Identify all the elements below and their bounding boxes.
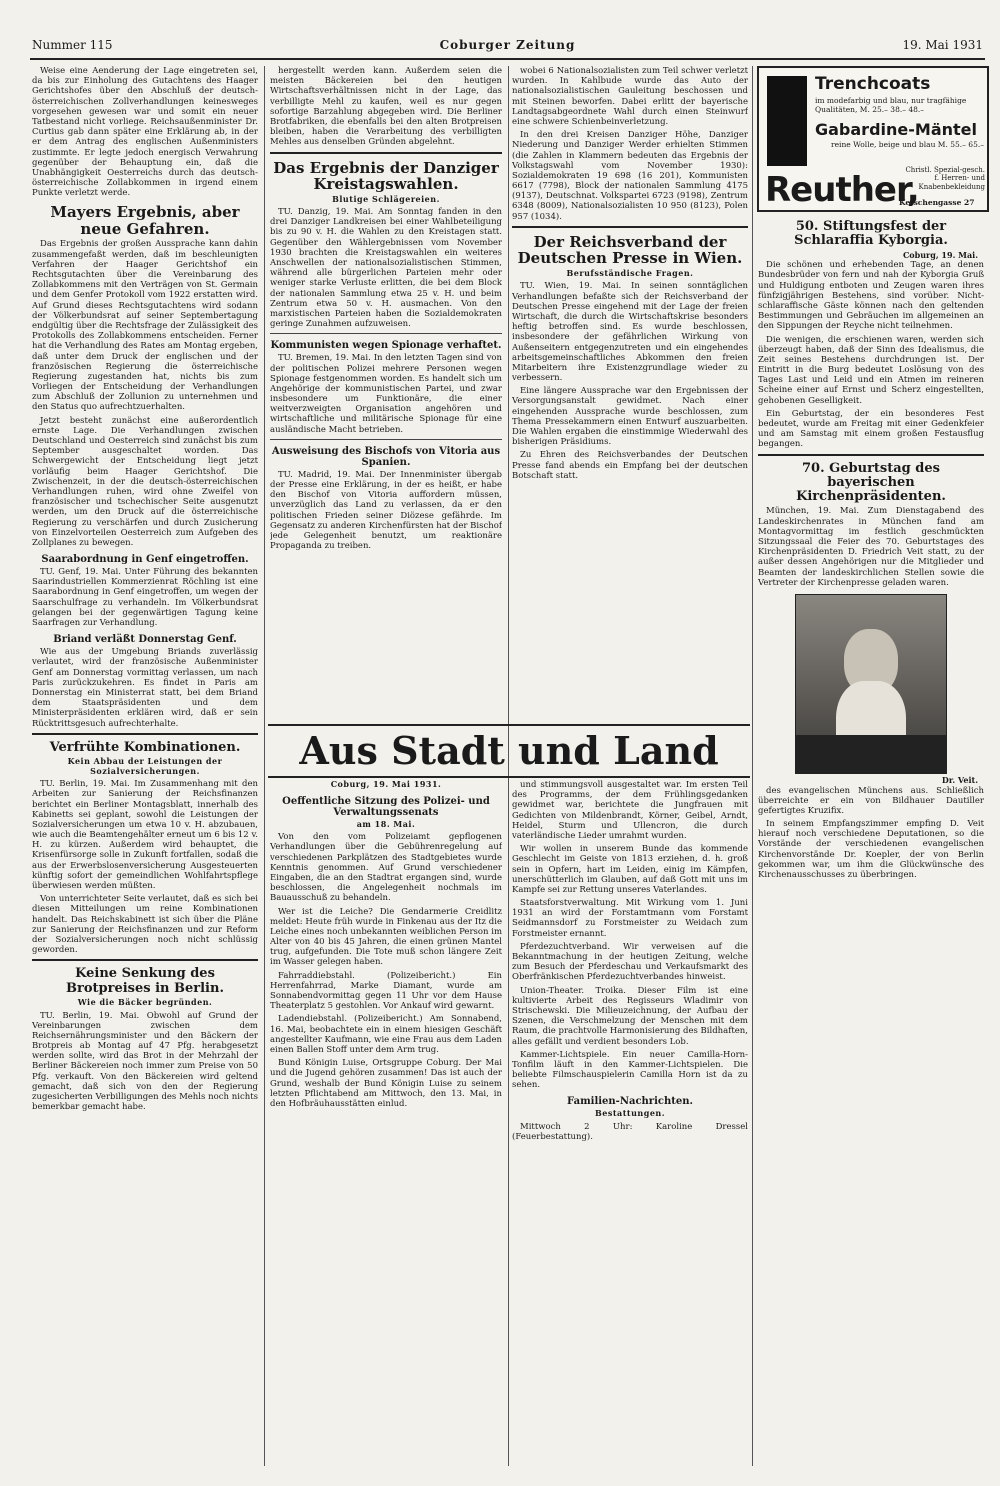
article-text: des evangelischen Münchens aus. Schließlich überreichte er ein von Bildhauer Dautiller gefertigtes Kruzifix.: [758, 785, 984, 816]
ad-trenchcoats: Trenchcoats: [815, 74, 931, 94]
section-banner: Aus Stadt und Land: [268, 724, 750, 778]
article-text: Eine längere Aussprache war den Ergebnissen der Versorgungsanstalt gewidmet. Nach einer eingehenden Aussprache wurde beschlossen, zum Thema Pressekammern einen Entwurf auszuarbeiten. Die Wahlen ergaben die einstimmige Wiederwahl des bisherigen Präsidiums.: [512, 386, 748, 448]
headline-brotpreis: Keine Senkung des Brotpreises in Berlin.: [66, 966, 224, 996]
column-rule: [752, 66, 753, 1466]
subheadline: Wie die Bäcker begründen.: [77, 996, 213, 1007]
headline-presse: Der Reichsverband der Deutschen Presse in Wien.: [517, 232, 743, 268]
article-text: TU. Bremen, 19. Mai. In den letzten Tagen sind von der politischen Polizei mehrere Personen wegen Spionage festgenommen worden. Es handelt sich um Angehörige der kommunistischen Partei, und zwar insbesondere um Funktionäre, die einer weitverzweigten Organisation angehören und wirtschaftliche und militärische Spionage für eine ausländische Macht betrieben.: [270, 353, 502, 435]
issue-number: Nummer 115: [32, 38, 113, 52]
article-text: Bund Königin Luise, Ortsgruppe Coburg. Der Mai und die Jugend gehören zusammen! Das ist auch der Grund, weshalb der Bund Königin Luise zu seinem letzten Pflichtabend am Mittwoch, den 13. Mai, in den Hofbräuhausstätten einlud.: [270, 1058, 502, 1109]
reuther-logo-icon: [767, 76, 807, 166]
article-text: Staatsforstverwaltung. Mit Wirkung vom 1. Juni 1931 an wird der Forstamtmann vom Forstamt Seidmannsdorf zu Forstmeister zu Weidach zum Forstmeister ernannt.: [512, 898, 748, 939]
portrait-photo: [795, 594, 947, 774]
article-text: und stimmungsvoll ausgestaltet war. Im ersten Teil des Programms, der dem Frühlingsgedanken gewidmet war, berichtete die Jungfrauen mit Gedichten von Mildenbrandt, Körner, Geibel, Arndt, Heidel, Sturm und Ullencron, die durch vaterländische Lieder umrahmt wurden.: [512, 780, 748, 841]
article-text: Weise eine Aenderung der Lage eingetreten sei, da bis zur Einholung des Gutachtens des Haager Gerichtshofes über den Abschluß der deutsch-österreichischen Zollverhandlungen keinesweges vorgesehen gewesen war und somit ein neuer Tatbestand nicht vorliege. Reichsaußenminister Dr. Curtius gab dann später eine Erklärung ab, in der er dem Antrag des englischen Außenministers zustimmte. Er legte jedoch energisch Verwahrung gegenüber der Behauptung ein, daß die Unabhängigkeit Oesterreichs durch das deutsch-österreichische Zollabkommen in irgend einem Punkte verletzt werde.: [32, 66, 258, 199]
article-text: Fahrraddiebstahl. (Polizeibericht.) Ein Herrenfahrrad, Marke Diamant, wurde am Sonnabendvormittag gegen 11 Uhr vor dem Hause Theaterplatz 5 gestohlen. Vor Ankauf wird gewarnt.: [270, 970, 502, 1012]
article-text: Wer ist die Leiche? Die Gendarmerie Creidlitz meldet: Heute früh wurde in Finkenau aus der Itz die Leiche eines noch unbekannten weiblichen Person im Alter von 40 bis 45 Jahren, die einen grünen Mantel trug, aufgefunden. Die Tote muß schon längere Zeit im Wasser gelegen haben.: [270, 906, 502, 968]
column-2-upper: [270, 66, 502, 716]
ad-gabardine-detail: reine Wolle, beige und blau M. 55.– 65.–: [831, 140, 984, 149]
article-text: Ladendiebstahl. (Polizeibericht.) Am Sonnabend, 16. Mai, beobachtete ein in einem hiesigen Geschäft angestellter Kaufmann, wie eine Frau aus dem Laden einen Ballen Stoff unter dem Arm trug.: [270, 1014, 502, 1055]
dateline: Coburg, 19. Mai 1931.: [330, 780, 442, 789]
headline-mayers: Mayers Ergebnis, aber neue Gefahren.: [50, 203, 240, 238]
headline-kirchenpraesident: 70. Geburtstag des bayerischen Kirchenpräsidenten.: [796, 460, 946, 505]
article-text: Jetzt besteht zunächst eine außerordentlich ernste Lage. Die Verhandlungen zwischen Deutschland und Oesterreich sind zunächst bis zum September ausgeschaltet worden. Das Schwergewicht der Entscheidung liegt jetzt vorläufig beim Haager Gerichtshof. Die Zwischenzeit, in der die deutsch-österreichischen Verhandlungen ruhen, wird ohne Zweifel von französischer und tschechischer Seite ausgenutzt werden, um den Druck auf die österreichische Regierung zu verschärfen und durch Zusicherung von Einzelvorteilen Oesterreich zum Aufgeben des Zollplanes zu bewegen.: [32, 415, 258, 548]
divider: [270, 152, 502, 154]
headline-danzig: Das Ergebnis der Danziger Kreistagswahlen.: [273, 158, 499, 193]
column-3-lower: [512, 780, 748, 1470]
article-text: Pferdezuchtverband. Wir verweisen auf die Bekanntmachung in der heutigen Zeitung, welche zum Besuch der Pferdeschau und Verkaufsmarkt des Oberfränkischen Pferdezuchtverbandes hinweist.: [512, 941, 748, 983]
article-text: TU. Wien, 19. Mai. In seinen sonntäglichen Verhandlungen befaßte sich der Reichsverband der Deutschen Presse eingehend mit der Lage der freien Wirtschaft, die durch die Wirtschaftskrise besonders heftig betroffen sind. Es wurde beschlossen, insbesondere der gefährlichen Wirkung von Außenseitern entgegenzutreten und ein eingehendes arbeitsgemeinschaftliches Abkommen den freien Mitarbeitern ihre Existenzgrundlage wieder zu verbessern.: [512, 281, 748, 384]
headline-schlaraffia: 50. Stiftungsfest der Schlaraffia Kyborgia.: [794, 219, 948, 249]
column-1: [32, 66, 258, 1466]
subheadline: Berufsständische Fragen.: [566, 267, 694, 278]
headline-briand: Briand verläßt Donnerstag Genf.: [53, 634, 237, 646]
subheadline: am 18. Mai.: [356, 818, 416, 829]
masthead: [30, 36, 985, 60]
reuther-advertisement: [757, 66, 989, 212]
photo-caption: Dr. Veit.: [941, 774, 978, 785]
ad-description: Christl. Spezial-gesch. f. Herren- und Knabenbekleidung: [905, 166, 985, 191]
article-text: In den drei Kreisen Danziger Höhe, Danziger Niederung und Danziger Werder erhielten Stimmen (die Zahlen in Klammern bedeuten das Ergebnis der Volkstagswahl vom November 1930): Sozialdemokraten 19 698 (16 201), Kommunisten 6617 (7798), Block der nationalen Sammlung 4175 (9137), Deutschnat. Volkspartei 6723 (9198), Zentrum 6348 (8009), Nationalsozialisten 10 950 (8123), Polen 957 (1034).: [512, 130, 748, 222]
article-text: Kammer-Lichtspiele. Ein neuer Camilla-Horn-Tonfilm läuft in den Kammer-Lichtspielen. Die beliebte Filmschauspielerin Camilla Horn ist da zu sehen.: [512, 1049, 748, 1091]
subheadline: Blutige Schlägereien.: [332, 193, 440, 204]
newspaper-title: Coburger Zeitung: [439, 38, 576, 52]
ad-address: Ketschengasse 27: [899, 198, 975, 207]
column-2-lower: [270, 780, 502, 1470]
article-text: Wir wollen in unserem Bunde das kommende Geschlecht im Geiste von 1813 erziehen, d. h. groß sein in Opfern, hart im Leiden, einig im Kämpfen, unerschütterlich im Glauben, auf daß Gott mit uns im Kampfe sei zur Rettung unseres Vaterlandes.: [512, 844, 748, 895]
article-text: München, 19. Mai. Zum Dienstagabend des Landeskirchenrates in München fand am Montagvormittag im festlich geschmückten Sitzungssaal die Feier des 70. Geburtstages des Kirchenpräsidenten D. Friedrich Veit statt, zu der außer dessen Angehörigen nur die Mitglieder und Beamten der landeskirchlichen Stellen sowie die Vertreter der Kirchenpresse geladen waren.: [758, 506, 984, 588]
article-text: hergestellt werden kann. Außerdem seien die meisten Bäckereien bei den heutigen Wirtschaftsverhältnissen nicht in der Lage, das verbilligte Mehl zu kaufen, weil es nur gegen sofortige Barzahlung abgegeben wird. Die Berliner Brotfabriken, die ebenfalls bei den alten Brotpreisen bleiben, haben die Verarbeitung des verbilligten Mehles aus denselben Gründen abgelehnt.: [270, 66, 502, 148]
divider: [270, 333, 502, 334]
article-text: TU. Berlin, 19. Mai. Obwohl auf Grund der Vereinbarungen zwischen dem Reichsernährungsminister und den Bäckern der Brotpreis ab Montag auf 47 Pfg. herabgesetzt werden sollte, wird das Brot in der Mehrzahl der Berliner Bäckereien noch immer zum Preise von 50 Pfg. verkauft. Von den Bäckereien wird geltend gemacht, daß sich von den der Regierung zugesicherten Verbilligungen des Mehls noch nichts bemerkbar gemacht habe.: [32, 1010, 258, 1113]
coat-shape: [796, 735, 946, 774]
article-text: TU. Madrid, 19. Mai. Der Innenminister übergab der Presse eine Erklärung, in der es heißt, er habe den Bischof von Vitoria auffordern müssen, unverzüglich das Land zu verlassen, da er den politischen Frieden seiner Diözese gefährde. Im Gegensatz zu anderen Kirchenfürsten hat der Bischof jede Gelegenheit benutzt, um reaktionäre Propaganda zu treiben.: [270, 469, 502, 552]
subheadline: Bestattungen.: [594, 1108, 666, 1119]
divider: [32, 733, 258, 735]
divider: [512, 226, 748, 228]
article-text: Union-Theater. Troika. Dieser Film ist eine kultivierte Arbeit des Regisseurs Wladimir von Strischewski. Die Milieuzeichnung, der Aufbau der Szenen, die Verschmelzung der Menschen mit dem Raum, die prachtvolle Harmonisierung des Bildhaften, alles gefällt und verdient besonders Lob.: [512, 985, 748, 1047]
headline-polizeisenat: Oeffentliche Sitzung des Polizei- und Verwaltungssenats: [282, 795, 490, 818]
article-text: Mittwoch 2 Uhr: Karoline Dressel (Feuerbestattung).: [512, 1122, 748, 1143]
article-text: Ein Geburtstag, der ein besonderes Fest bedeutet, wurde am Freitag mit einer Gedenkfeier und am Samstag mit einem großen Festausflug begangen.: [758, 408, 984, 450]
divider: [758, 454, 984, 456]
article-text: TU. Danzig, 19. Mai. Am Sonntag fanden in den drei Danziger Landkreisen bei einer Wahlbeteiligung bis zu 90 v. H. die Wahlen zu den Kreistagen statt. Gegenüber den Wählergebnissen vom November 1930 brachten die Kreistagswahlen ein weiteres Anschwellen der nationalsozialistischen Stimmen, während alle bürgerlichen Parteien mehr oder weniger starke Verluste erlitten, die bei dem Block der nationalen Sammlung etwa 25 v. H. und beim Zentrum etwa 50 v. H. ausmachen. Von den marxistischen Parteien haben die Sozialdemokraten geringe Zunahmen aufzuweisen.: [270, 207, 502, 330]
article-text: In seinem Empfangszimmer empfing D. Veit hierauf noch verschiedene Deputationen, so die Vorstände der verschiedenen evangelischen Kirchenvorstände Dr. Koepler, der von Berlin gekommen war, um ihm die Glückwünsche des Kirchenausschusses zu überbringen.: [758, 819, 984, 881]
article-text: TU. Berlin, 19. Mai. Im Zusammenhang mit den Arbeiten zur Sanierung der Reichsfinanzen berichtet ein Berliner Montagsblatt, innerhalb des Kabinetts sei geplant, sowohl die Leistungen der Sozialversicherungen um etwa 10 v. H. abzubauen, wie auch die Beamtengehälter erneut um 6 bis 12 v. H. zu kürzen. Außerdem wird behauptet, die Krisenfürsorge solle in Zukunft fortfallen, sodaß die aus der Erwerbslosenversicherung Ausgesteuerten künftig sofort der gemeindlichen Wohlfahrtspflege überwiesen werden müßten.: [32, 779, 258, 892]
column-3-upper: [512, 66, 748, 716]
headline-familien: Familien-Nachrichten.: [567, 1096, 693, 1108]
article-text: Zu Ehren des Reichsverbandes der Deutschen Presse fand abends ein Empfang bei der deutschen Botschaft statt.: [512, 450, 748, 481]
article-text: Wie aus der Umgebung Briands zuverlässig verlautet, wird der französische Außenminister Genf am Donnerstag vormittag verlassen, um nach Paris zurückzukehren. Es findet in Paris am Donnerstag ein Ministerrat statt, bei dem Briand dem Staatspräsidenten und dem Ministerpräsidenten erklären wird, daß er sein Rücktrittsgesuch aufrechterhalte.: [32, 647, 258, 729]
article-text: wobei 6 Nationalsozialisten zum Teil schwer verletzt wurden. In Kahlbude wurde das Auto der nationalsozialistischen Gauleitung beschossen und mit Steinen beworfen. Dabei erlitt der bayerische Landtagsabgeordnete Wahl durch einen Steinwurf eine schwere Schienbeinverletzung.: [512, 66, 748, 127]
article-text: Die schönen und erhebenden Tage, an denen Bundesbrüder von fern und nah der Kyborgia Gruß und Huldigung entboten und Zeugen waren ihres fünfzigjährigen Bestehens, sind vorüber. Nicht-schlaraffische Gäste können nach den geltenden Bestimmungen und Gebräuchen im allgemeinen an den Sippungen der Reyche nicht teilnehmen.: [758, 260, 984, 332]
headline-spionage: Kommunisten wegen Spionage verhaftet.: [270, 340, 502, 352]
column-rule: [264, 66, 265, 1466]
subheadline: Kein Abbau der Leistungen der Sozialversicherungen.: [67, 755, 223, 776]
issue-date: 19. Mai 1931: [902, 38, 983, 52]
headline-kombinationen: Verfrühte Kombinationen.: [49, 739, 241, 755]
article-text: TU. Genf, 19. Mai. Unter Führung des bekannten Saarindustriellen Kommerzienrat Röchling ist eine Saarabordnung in Genf eingetroffen, um wegen der Saarschulfrage zu verhandeln. Im Völkerbundsrat gelangen bei der gegenwärtigen Tagung keine Saarfragen zur Verhandlung.: [32, 567, 258, 628]
ad-brand: Reuther,: [765, 170, 919, 210]
article-text: Von unterrichteter Seite verlautet, daß es sich bei diesen Mitteilungen um reine Kombinationen handelt. Das Reichskabinett ist sich über die Pläne zur Sanierung der Reichsfinanzen und zur Reform der Sozialversicherungen noch nicht schlüssig geworden.: [32, 894, 258, 956]
ad-trenchcoats-detail: im modefarbig und blau, nur tragfähige Qualitäten, M. 25.– 38.– 48.–: [815, 96, 967, 114]
divider: [270, 439, 502, 440]
headline-saar: Saarabordnung in Genf eingetroffen.: [41, 554, 249, 566]
article-text: Das Ergebnis der großen Aussprache kann dahin zusammengefaßt werden, daß im beschleunigten Verfahren der Haager Gerichtshof ein Rechtsgutachten über die Vereinbarung des Zollabkommens mit den Verträgen von St. Germain und dem Genfer Protokoll vom 1922 erstatten wird. Auf Grund dieses Rechtsgutachtens wird sodann der Völkerbundsrat auf seiner Septembertagung endgültig über die Rechtsfrage der Zulässigkeit des Protokolls des Zollabkommens entscheiden. Ferner hat die Verhandlung des Rates am Montag ergeben, daß unter dem Druck der englischen und der französischen Regierung die österreichische Regierung zugestanden hat, nichts bis zum Vorliegen der Entscheidung der Verhandlungen zum Abschluß der Zollunion zu unternehmen und den Status quo aufrechtzuerhalten.: [32, 239, 258, 413]
article-text: Von den vom Polizeiamt gepflogenen Verhandlungen über die Gebührenregelung auf verschiedenen Parkplätzen des Stadtgebietes wurde Kenntnis genommen. Auf Grund verschiedener Eingaben, die an den Stadtrat ergangen sind, wurde beschlossen, die Angelegenheit nochmals im Bauausschuß zu behandeln.: [270, 832, 502, 904]
headline-bischof: Ausweisung des Bischofs von Vitoria aus Spanien.: [271, 445, 501, 468]
ad-gabardine: Gabardine-Mäntel: [815, 120, 977, 139]
article-text: Die wenigen, die erschienen waren, werden sich überzeugt haben, daß der Sinn des Idealismus, die Zeit seines Bestehens durchdrungen ist. Der Eintritt in die Burg bedeutet Loslösung von des Tages Last und Leid und ein Atmen im reineren Scheine einer auf Ernst und Scherz eingestellten, gehobenen Geselligkeit.: [758, 334, 984, 406]
divider: [32, 959, 258, 961]
column-4: [758, 214, 984, 1470]
dateline: Coburg, 19. Mai.: [902, 249, 978, 260]
